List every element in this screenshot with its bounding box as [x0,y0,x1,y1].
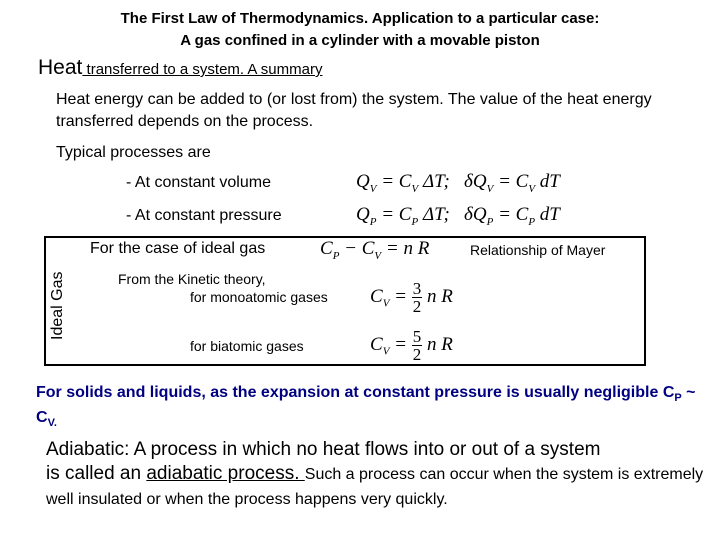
monoatomic-equation: $C_V$ = $\frac{3}{2}$ n R [370,279,453,316]
section-heading [38,56,322,80]
monoatomic-label: for monoatomic gases [190,289,328,305]
biatomic-fraction: $\frac{5}{2}$ [412,327,422,364]
mayer-equation: $C_P - C_V = n$ R [320,238,430,262]
adiabatic-process-term: adiabatic process. [146,463,305,484]
biatomic-equation: $C_V$ = $\frac{5}{2}$ n R [370,327,453,364]
mayer-label: Relationship of Mayer [470,242,606,258]
constant-volume-label: - At constant volume [126,174,271,191]
title-line-2: A gas confined in a cylinder with a movable piston [180,32,540,49]
constant-volume-equation: $Q_V = C_V$ ΔT; $\delta Q_V = C_V$ dT [356,171,560,195]
heading-heat: Heat [38,56,83,79]
ideal-gas-side-label: Ideal Gas [49,271,66,340]
adiabatic-definition: Adiabatic: A process in which no heat flows into or out of a system is called an adiabatic process. Such a process can occur when the system is extremely well insulated or when the process happens very quickly. [46,439,704,508]
adiabatic-term: Adiabatic [46,439,125,460]
ideal-gas-case-label: For the case of ideal gas [90,240,266,257]
solids-liquids-note: For solids and liquids, as the expansion at constant pressure is usually negligible $C_P$ ~ $C_{V.}$ [36,384,696,430]
kinetic-theory-label: From the Kinetic theory, [118,271,266,287]
monoatomic-fraction: $\frac{3}{2}$ [412,279,422,316]
title-line-1: The First Law of Thermodynamics. Application to a particular case: [120,10,600,27]
typical-processes-label: Typical processes are [56,144,211,161]
intro-paragraph: Heat energy can be added to (or lost from) the system. The value of the heat energy transferred depends on the process. [56,91,652,130]
page-title [0,8,720,52]
constant-pressure-equation: $Q_P = C_P$ ΔT; $\delta Q_P = C_P$ dT [356,204,560,228]
biatomic-label: for biatomic gases [190,338,304,354]
constant-pressure-label: - At constant pressure [126,207,282,224]
heading-rest: transferred to a system. A summary [82,61,323,78]
